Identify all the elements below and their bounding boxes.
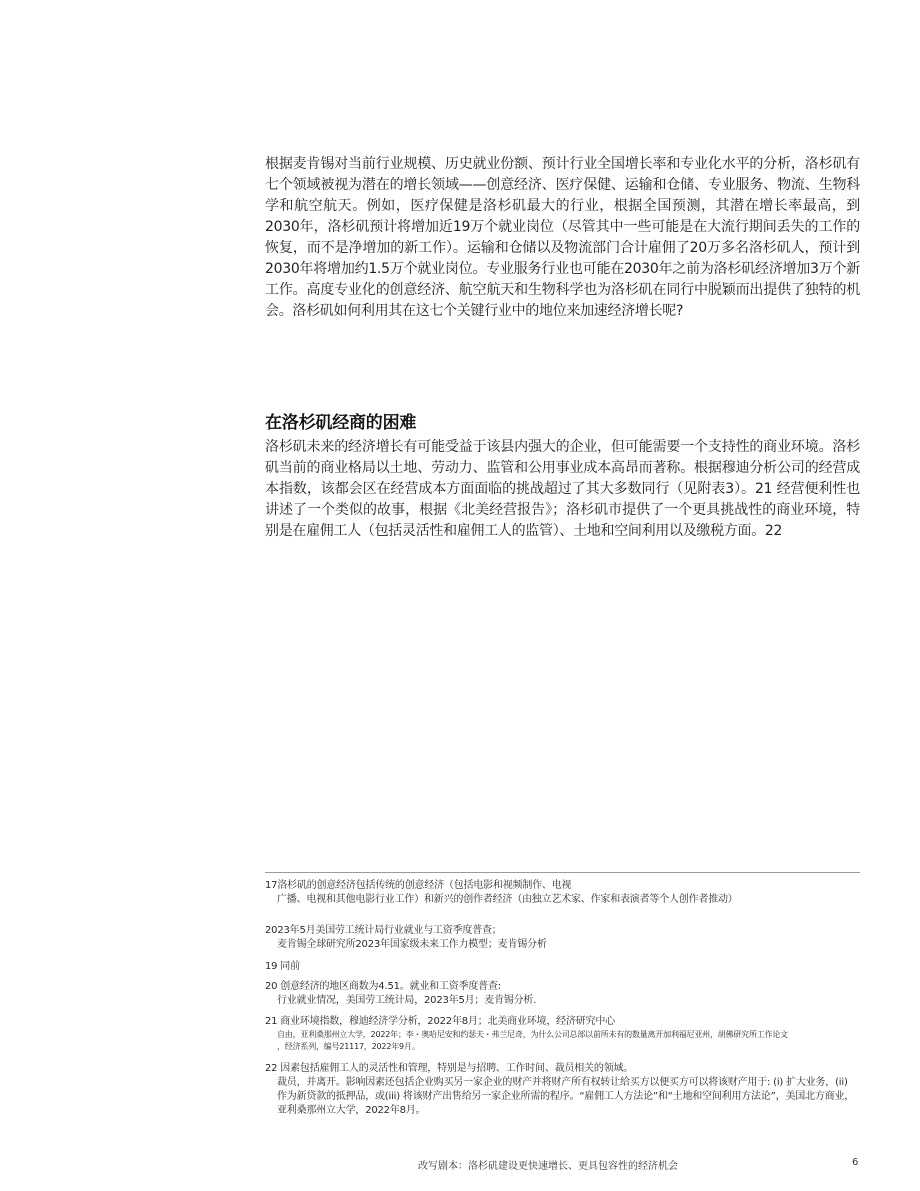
footnote-18 [265,924,860,952]
footnote-22 [265,1062,860,1118]
section-heading: 在洛杉矶经商的困难 [265,413,417,433]
footnote-17 [265,879,860,907]
footnote-17-line-2: 广播、电视和其他电影行业工作）和新兴的创作者经济（由独立艺术家、作家和表演者等个人创作者推动） [277,894,738,905]
footnote-22-line-2: 裁员，并离开。影响因素还包括企业购买另一家企业的财产并将财产所有权转让给买方以便买方可以将该财产用于: (i) 扩大业务，(ii) 作为新贷款的抵押品，或(iii) 将该财产出售给另一家企业所需的程序。“雇佣工人方法论”和“土地和空间利用方法论”，美国北方商业，亚利桑那州立大学，2022年8月。 [277,1077,855,1116]
intro-paragraph: 根据麦肯锡对当前行业规模、历史就业份额、预计行业全国增长率和专业化水平的分析，洛杉矶有七个领域被视为潜在的增长领域——创意经济、医疗保健、运输和仓储、专业服务、物流、生物科学和航空航天。例如，医疗保健是洛杉矶最大的行业，根据全国预测，其潜在增长率最高，到2030年，洛杉矶预计将增加近19万个就业岗位（尽管其中一些可能是在大流行期间丢失的工作的恢复，而不是净增加的新工作）。运输和仓储以及物流部门合计雇佣了20万多名洛杉矶人，预计到2030年将增加约1.5万个就业岗位。专业服务行业也可能在2030年之前为洛杉矶经济增加3万个新工作。高度专业化的创意经济、航空航天和生物科学也为洛杉矶在同行中脱颖而出提供了独特的机会。洛杉矶如何利用其在这七个关键行业中的地位来加速经济增长呢? [265,156,860,319]
footnote-22-line-1: 22 因素包括雇佣工人的灵活性和管理，特别是与招聘、工作时间、裁员相关的领域。 [265,1063,634,1074]
footnote-20-line-2: 行业就业情况，美国劳工统计局，2023年5月；麦肯锡分析. [277,995,537,1006]
footnote-19-text: 19 同前 [265,961,300,972]
footnote-20 [265,980,860,1008]
footnote-21-line-1: 21 商业环境指数，穆迪经济学分析，2022年8月；北美商业环境，经济研究中心 [265,1016,615,1027]
footnote-17-line-1: 17洛杉矶的创意经济包括传统的创意经济（包括电影和视频制作、电视 [265,880,572,891]
footnote-18-line-1: 2023年5月美国劳工统计局行业就业与工资季度普查； [265,925,502,936]
footnote-19 [265,960,860,974]
page-number: 6 [852,1157,859,1168]
footnote-21 [265,1015,860,1053]
footnote-18-line-2: 麦肯锡全球研究所2023年国家级未来工作力模型；麦肯锡分析 [277,939,547,950]
footnote-divider [265,872,860,873]
footnote-21-line-3: ，经济系列，编号21117，2022年9月。 [277,1042,420,1051]
section-paragraph: 洛杉矶未来的经济增长有可能受益于该县内强大的企业，但可能需要一个支持性的商业环境。洛杉矶当前的商业格局以土地、劳动力、监管和公用事业成本高昂而著称。根据穆迪分析公司的经营成本指数，该都会区在经营成本方面面临的挑战超过了其大多数同行（见附表3）。21 经营便利性也讲述了一个类似的故事，根据《北美经营报告》；洛杉矶市提供了一个更具挑战性的商业环境，特别是在雇佣工人（包括灵活性和雇佣工人的监管）、土地和空间利用以及缴税方面。22 [265,439,860,539]
footnote-21-line-2: 自由，亚利桑那州立大学，2022年；李・奥哈尼安和约瑟夫・弗兰尼奇，为什么公司总部以前所未有的数量离开加利福尼亚州，胡佛研究所工作论文 [277,1030,788,1039]
footer-title: 改写剧本：洛杉矶建设更快速增长、更具包容性的经济机会 [418,1161,678,1172]
footnote-20-line-1: 20 创意经济的地区商数为4.51。就业和工资季度普查: [265,981,501,992]
